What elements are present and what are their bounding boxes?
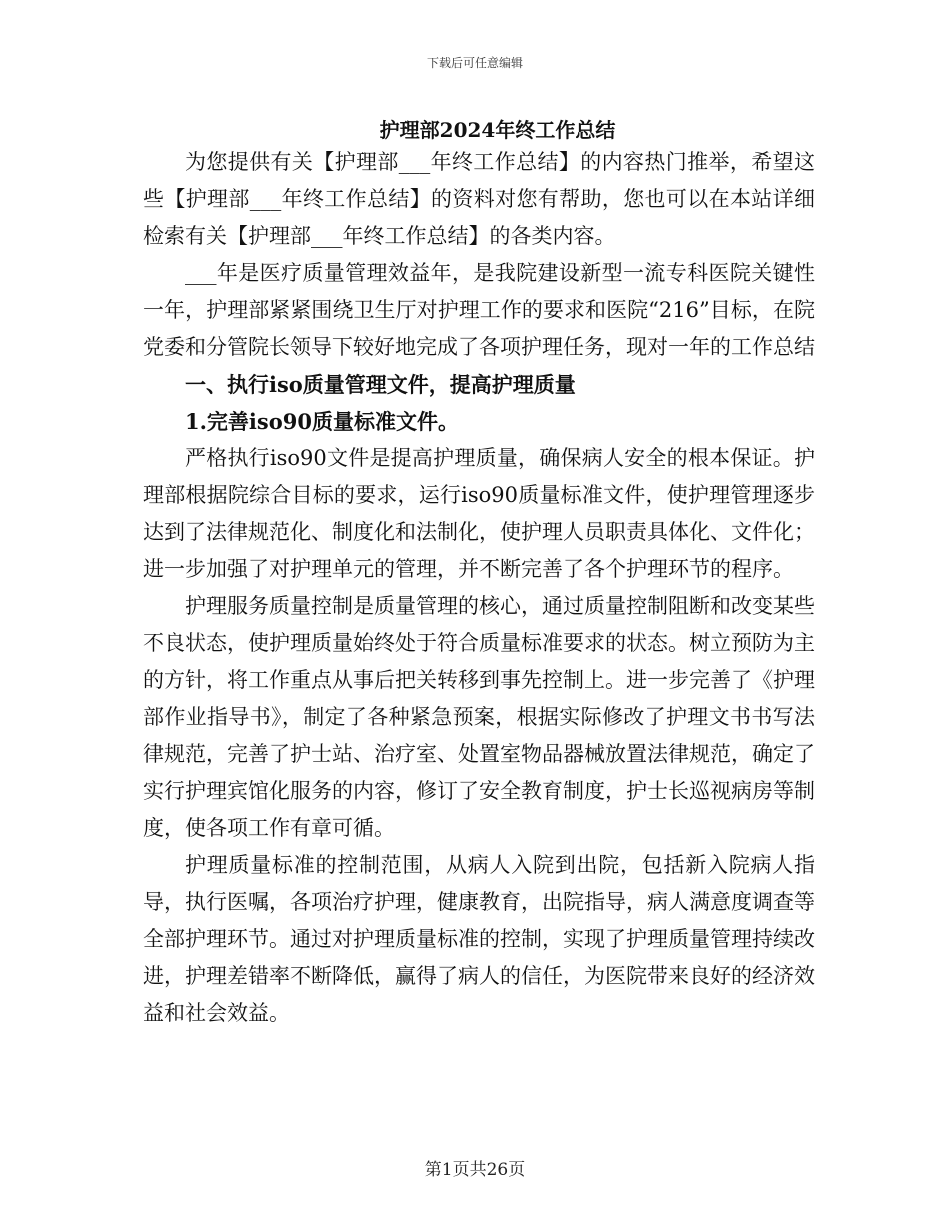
paragraph-iso-execution: 严格执行iso90文件是提高护理质量，确保病人安全的根本保证。护理部根据院综合目标的要求，运行iso90质量标准文件，使护理管理逐步达到了法律规范化、制度化和法制化，使护理人员职责具体化、文件化；进一步加强了对护理单元的管理，并不断完善了各个护理环节的程序。 [143, 446, 815, 581]
header-note: 下载后可任意编辑 [426, 56, 523, 70]
paragraph-intro: 为您提供有关【护理部___年终工作总结】的内容热门推举，希望这些【护理部___年终工作总结】的资料对您有帮助，您也可以在本站详细检索有关【护理部___年终工作总结】的各类内容。 [143, 150, 815, 248]
subsection-heading-1-1: 1.完善iso90质量标准文件。 [185, 409, 459, 434]
paragraph-quality-control: 护理服务质量控制是质量管理的核心，通过质量控制阻断和改变某些不良状态，使护理质量始终处于符合质量标准要求的状态。树立预防为主的方针，将工作重点从事后把关转移到事先控制上。进一步完善了《护理部作业指导书》，制定了各种紧急预案，根据实际修改了护理文书书写法律规范，完善了护士站、治疗室、处置室物品器械放置法律规范，确定了实行护理宾馆化服务的内容，修订了安全教育制度，护士长巡视病房等制度，使各项工作有章可循。 [143, 594, 815, 840]
section-heading-1: 一、执行iso质量管理文件，提高护理质量 [185, 372, 576, 397]
page-number: 第1页共26页 [424, 1160, 526, 1180]
paragraph-overview: ___年是医疗质量管理效益年，是我院建设新型一流专科医院关键性一年，护理部紧紧围绕卫生厅对护理工作的要求和医院“216”目标，在院党委和分管院长领导下较好地完成了各项护理任务，现对一年的工作总结 [143, 261, 815, 359]
paragraph-quality-scope: 护理质量标准的控制范围，从病人入院到出院，包括新入院病人指导，执行医嘱，各项治疗护理，健康教育，出院指导，病人满意度调查等全部护理环节。通过对护理质量标准的控制，实现了护理质量管理持续改进，护理差错率不断降低，赢得了病人的信任，为医院带来良好的经济效益和社会效益。 [143, 853, 815, 1025]
document-title: 护理部2024年终工作总结 [379, 118, 616, 142]
document-body [143, 144, 815, 1032]
